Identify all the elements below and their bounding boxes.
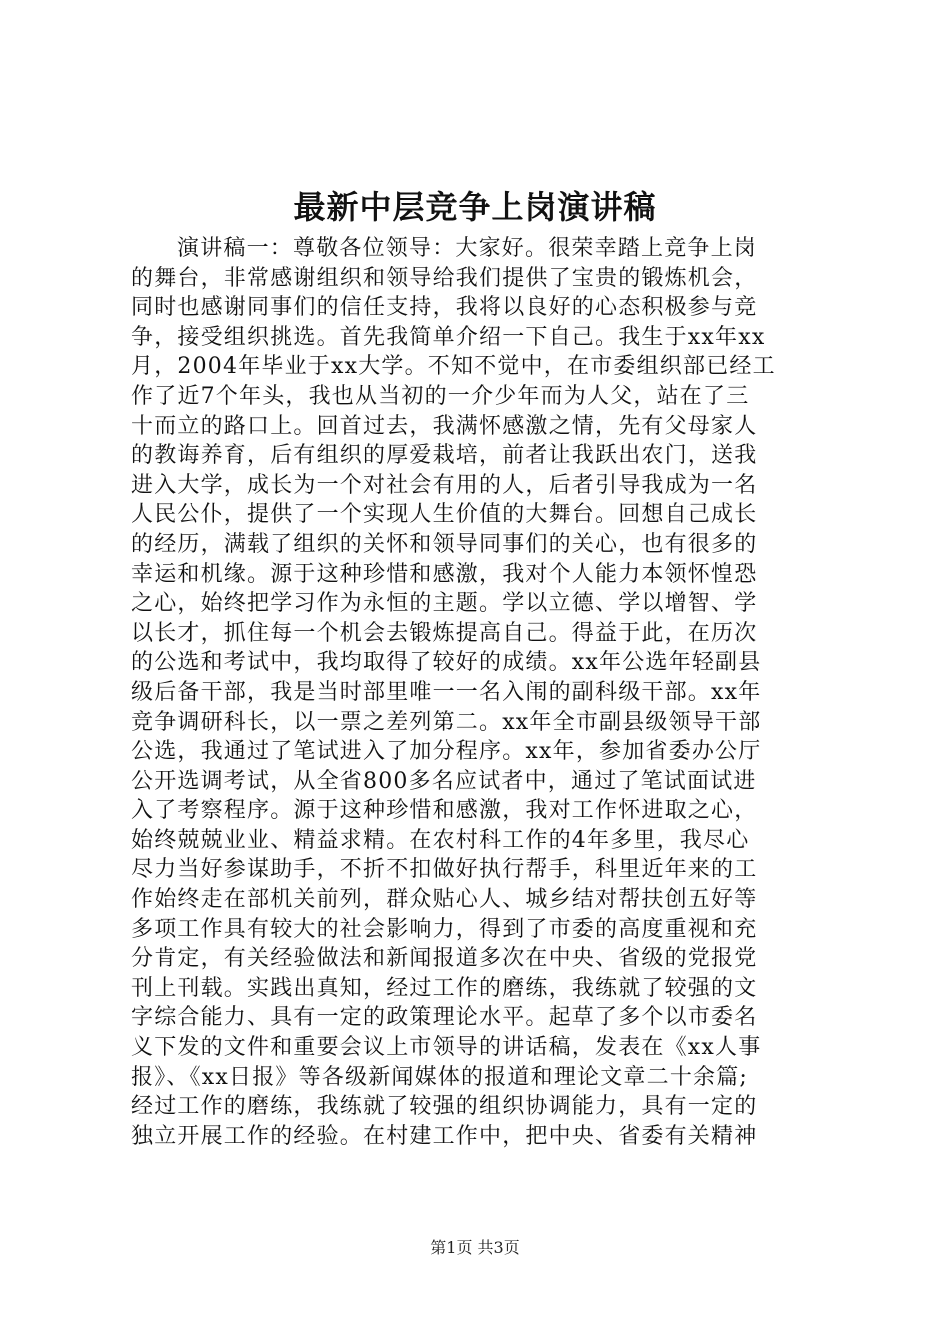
- paragraph-line: 进入大学，成长为一个对社会有用的人，后者引导我成为一名: [131, 472, 758, 498]
- paragraph-line: 入了考察程序。源于这种珍惜和感激，我对工作怀进取之心，: [131, 798, 758, 824]
- paragraph-line: 作了近7个年头，我也从当初的一介少年而为人父，站在了三: [131, 383, 750, 409]
- paragraph-line: 争，接受组织挑选。首先我简单介绍一下自己。我生于xx年xx: [131, 324, 766, 350]
- paragraph-line: 义下发的文件和重要会议上市领导的讲话稿，发表在《xx人事: [131, 1035, 762, 1061]
- paragraph-line: 始终兢兢业业、精益求精。在农村科工作的4年多里，我尽心: [131, 827, 750, 853]
- paragraph-line: 多项工作具有较大的社会影响力，得到了市委的高度重视和充: [131, 916, 758, 942]
- paragraph-line: 演讲稿一：尊敬各位领导：大家好。很荣幸踏上竞争上岗: [177, 236, 758, 261]
- paragraph-line: 级后备干部，我是当时部里唯一一名入闱的副科级干部。xx年: [131, 679, 762, 705]
- paragraph-line: 公选，我通过了笔试进入了加分程序。xx年，参加省委办公厅: [131, 739, 762, 765]
- paragraph-line: 之心，始终把学习作为永恒的主题。学以立德、学以增智、学: [131, 591, 758, 617]
- paragraph-line: 人民公仆，提供了一个实现人生价值的大舞台。回想自己成长: [131, 502, 758, 528]
- paragraph-line: 尽力当好参谋助手，不折不扣做好执行帮手，科里近年来的工: [131, 857, 758, 883]
- paragraph-line: 竞争调研科长，以一票之差列第二。xx年全市副县级领导干部: [131, 709, 762, 735]
- paragraph-line: 独立开展工作的经验。在村建工作中，把中央、省委有关精神: [131, 1123, 758, 1149]
- paragraph-line: 十而立的路口上。回首过去，我满怀感激之情，先有父母家人: [131, 413, 758, 439]
- document-title: 最新中层竞争上岗演讲稿: [293, 188, 657, 226]
- paragraph-line: 月，2004年毕业于xx大学。不知不觉中，在市委组织部已经工: [131, 354, 776, 380]
- paragraph-line: 刊上刊载。实践出真知，经过工作的磨练，我练就了较强的文: [131, 975, 758, 1001]
- paragraph-line: 的公选和考试中，我均取得了较好的成绩。xx年公选年轻副县: [131, 650, 762, 676]
- paragraph-line: 同时也感谢同事们的信任支持，我将以良好的心态积极参与竞: [131, 295, 758, 321]
- page-footer: 第1页 共3页: [430, 1238, 520, 1257]
- body-text: [131, 234, 831, 1151]
- paragraph-line: 作始终走在部机关前列，群众贴心人、城乡结对帮扶创五好等: [131, 887, 758, 913]
- paragraph-line: 公开选调考试，从全省800多名应试者中，通过了笔试面试进: [131, 768, 757, 794]
- paragraph-line: 的舞台，非常感谢组织和领导给我们提供了宝贵的锻炼机会，: [131, 265, 758, 291]
- paragraph-line: 分肯定，有关经验做法和新闻报道多次在中央、省级的党报党: [131, 946, 758, 972]
- paragraph-line: 字综合能力、具有一定的政策理论水平。起草了多个以市委名: [131, 1005, 758, 1031]
- paragraph-line: 幸运和机缘。源于这种珍惜和感激，我对个人能力本领怀惶恐: [131, 561, 758, 587]
- paragraph-line: 报》、《xx日报》等各级新闻媒体的报道和理论文章二十余篇;: [131, 1064, 749, 1090]
- paragraph-line: 的教诲养育，后有组织的厚爱栽培，前者让我跃出农门，送我: [131, 443, 758, 469]
- paragraph-line: 以长才，抓住每一个机会去锻炼提高自己。得益于此，在历次: [131, 620, 758, 646]
- paragraph-line: 的经历，满载了组织的关怀和领导同事们的关心，也有很多的: [131, 531, 758, 557]
- paragraph-line: 经过工作的磨练，我练就了较强的组织协调能力，具有一定的: [131, 1094, 758, 1120]
